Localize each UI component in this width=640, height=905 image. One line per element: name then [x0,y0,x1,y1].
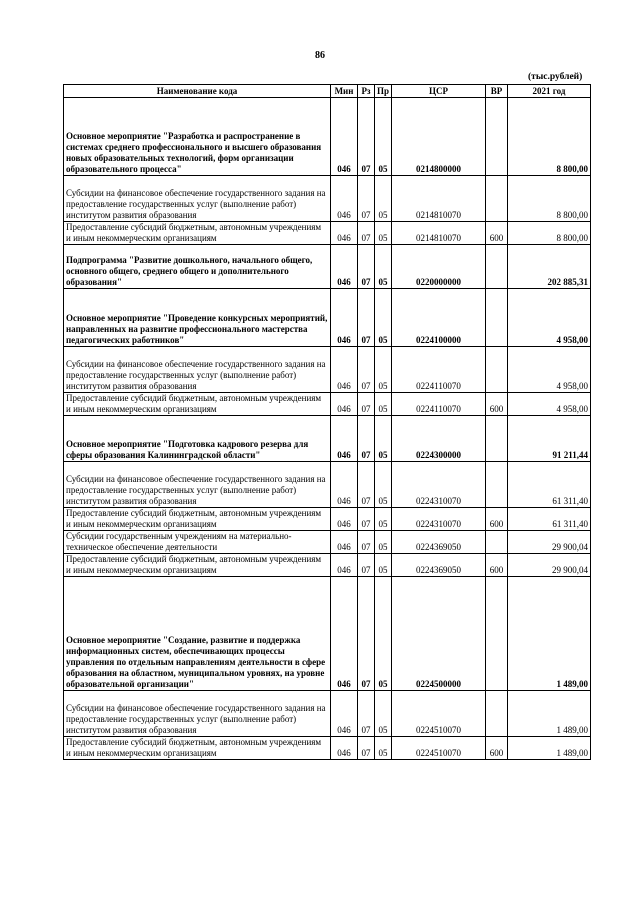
row-pr: 05 [375,554,392,577]
table-row [64,508,591,531]
row-amount: 29 900,04 [508,554,591,577]
row-min: 046 [331,508,358,531]
row-rz: 07 [358,531,375,554]
row-pr: 05 [375,416,392,462]
row-vr [486,245,508,289]
table-row [64,289,591,347]
row-name: Основное мероприятие "Подготовка кадрового резерва для сферы образования Калининградской области" [64,416,331,462]
row-min: 046 [331,577,358,691]
table-header-row [64,85,591,98]
row-pr: 05 [375,289,392,347]
row-min: 046 [331,416,358,462]
row-csr: 0224100000 [392,289,486,347]
table-row [64,737,591,760]
row-min: 046 [331,347,358,393]
row-vr: 600 [486,737,508,760]
row-pr: 05 [375,347,392,393]
row-pr: 05 [375,245,392,289]
row-vr [486,691,508,737]
row-min: 046 [331,531,358,554]
row-min: 046 [331,691,358,737]
header-year: 2021 год [508,85,591,98]
row-name: Предоставление субсидий бюджетным, автономным учреждениям и иным некоммерческим организациям [64,508,331,531]
row-rz: 07 [358,222,375,245]
row-min: 046 [331,393,358,416]
row-min: 046 [331,98,358,176]
row-rz: 07 [358,577,375,691]
row-amount: 8 800,00 [508,222,591,245]
page-number: 86 [315,50,325,61]
row-pr: 05 [375,98,392,176]
row-pr: 05 [375,737,392,760]
row-vr [486,289,508,347]
row-amount: 202 885,31 [508,245,591,289]
row-vr [486,462,508,508]
row-vr: 600 [486,222,508,245]
row-csr: 0224510070 [392,691,486,737]
row-csr: 0214800000 [392,98,486,176]
row-name: Предоставление субсидий бюджетным, автономным учреждениям и иным некоммерческим организациям [64,222,331,245]
row-vr [486,176,508,222]
row-vr: 600 [486,508,508,531]
row-name: Предоставление субсидий бюджетным, автономным учреждениям и иным некоммерческим организациям [64,554,331,577]
row-rz: 07 [358,462,375,508]
row-pr: 05 [375,577,392,691]
row-rz: 07 [358,98,375,176]
row-amount: 1 489,00 [508,737,591,760]
row-min: 046 [331,554,358,577]
row-min: 046 [331,222,358,245]
row-name: Подпрограмма "Развитие дошкольного, начального общего, основного общего, среднего общего и дополнительного образования" [64,245,331,289]
table-row [64,462,591,508]
row-min: 046 [331,289,358,347]
row-rz: 07 [358,393,375,416]
row-amount: 1 489,00 [508,577,591,691]
row-csr: 0224110070 [392,347,486,393]
row-csr: 0224300000 [392,416,486,462]
row-min: 046 [331,176,358,222]
header-rz: Рз [358,85,375,98]
table-row [64,691,591,737]
row-vr [486,98,508,176]
row-amount: 61 311,40 [508,462,591,508]
row-csr: 0224369050 [392,554,486,577]
row-amount: 91 211,44 [508,416,591,462]
table-row [64,393,591,416]
row-amount: 61 311,40 [508,508,591,531]
row-name: Основное мероприятие "Создание, развитие и поддержка информационных систем, обеспечивающих процессы управления по отдельным направлениям деятельности в сфере образования на областном, муниципальном уровнях, на уровне образовательной организации" [64,577,331,691]
table-row [64,554,591,577]
row-vr [486,347,508,393]
row-rz: 07 [358,691,375,737]
units-label: (тыс.рублей) [528,72,583,82]
row-rz: 07 [358,554,375,577]
table-row [64,98,591,176]
row-rz: 07 [358,176,375,222]
header-min: Мин [331,85,358,98]
row-csr: 0224310070 [392,508,486,531]
row-vr [486,416,508,462]
row-rz: 07 [358,289,375,347]
row-rz: 07 [358,508,375,531]
row-name: Субсидии на финансовое обеспечение государственного задания на предоставление государственных услуг (выполнение работ) институтом развития образования [64,347,331,393]
header-name: Наименование кода [64,85,331,98]
table-row [64,222,591,245]
row-csr: 0214810070 [392,176,486,222]
row-amount: 4 958,00 [508,289,591,347]
row-rz: 07 [358,737,375,760]
row-pr: 05 [375,691,392,737]
table-row [64,347,591,393]
row-csr: 0224510070 [392,737,486,760]
row-csr: 0224500000 [392,577,486,691]
row-name: Предоставление субсидий бюджетным, автономным учреждениям и иным некоммерческим организациям [64,737,331,760]
row-pr: 05 [375,222,392,245]
row-min: 046 [331,245,358,289]
header-vr: ВР [486,85,508,98]
row-pr: 05 [375,531,392,554]
row-amount: 4 958,00 [508,347,591,393]
row-rz: 07 [358,245,375,289]
row-amount: 4 958,00 [508,393,591,416]
row-rz: 07 [358,416,375,462]
table-row [64,176,591,222]
row-vr: 600 [486,554,508,577]
row-vr [486,531,508,554]
row-name: Основное мероприятие "Проведение конкурсных мероприятий, направленных на развитие профессионального мастерства педагогических работников" [64,289,331,347]
row-csr: 0224369050 [392,531,486,554]
table-row [64,577,591,691]
row-csr: 0224110070 [392,393,486,416]
row-csr: 0224310070 [392,462,486,508]
row-amount: 8 800,00 [508,176,591,222]
row-amount: 8 800,00 [508,98,591,176]
row-csr: 0220000000 [392,245,486,289]
row-name: Субсидии на финансовое обеспечение государственного задания на предоставление государственных услуг (выполнение работ) институтом развития образования [64,176,331,222]
row-vr [486,577,508,691]
row-name: Предоставление субсидий бюджетным, автономным учреждениям и иным некоммерческим организациям [64,393,331,416]
row-vr: 600 [486,393,508,416]
budget-table [63,84,591,760]
row-min: 046 [331,737,358,760]
header-pr: Пр [375,85,392,98]
row-csr: 0214810070 [392,222,486,245]
row-pr: 05 [375,462,392,508]
row-amount: 29 900,04 [508,531,591,554]
row-name: Основное мероприятие "Разработка и распространение в системах среднего профессионального и высшего образования новых образовательных технологий, форм организации образовательного процесса" [64,98,331,176]
row-name: Субсидии государственным учреждениям на материально-техническое обеспечение деятельности [64,531,331,554]
table-row [64,245,591,289]
table-row [64,531,591,554]
header-csr: ЦСР [392,85,486,98]
row-name: Субсидии на финансовое обеспечение государственного задания на предоставление государственных услуг (выполнение работ) институтом развития образования [64,691,331,737]
row-amount: 1 489,00 [508,691,591,737]
row-pr: 05 [375,393,392,416]
row-rz: 07 [358,347,375,393]
table-row [64,416,591,462]
row-min: 046 [331,462,358,508]
row-pr: 05 [375,176,392,222]
row-pr: 05 [375,508,392,531]
row-name: Субсидии на финансовое обеспечение государственного задания на предоставление государственных услуг (выполнение работ) институтом развития образования [64,462,331,508]
